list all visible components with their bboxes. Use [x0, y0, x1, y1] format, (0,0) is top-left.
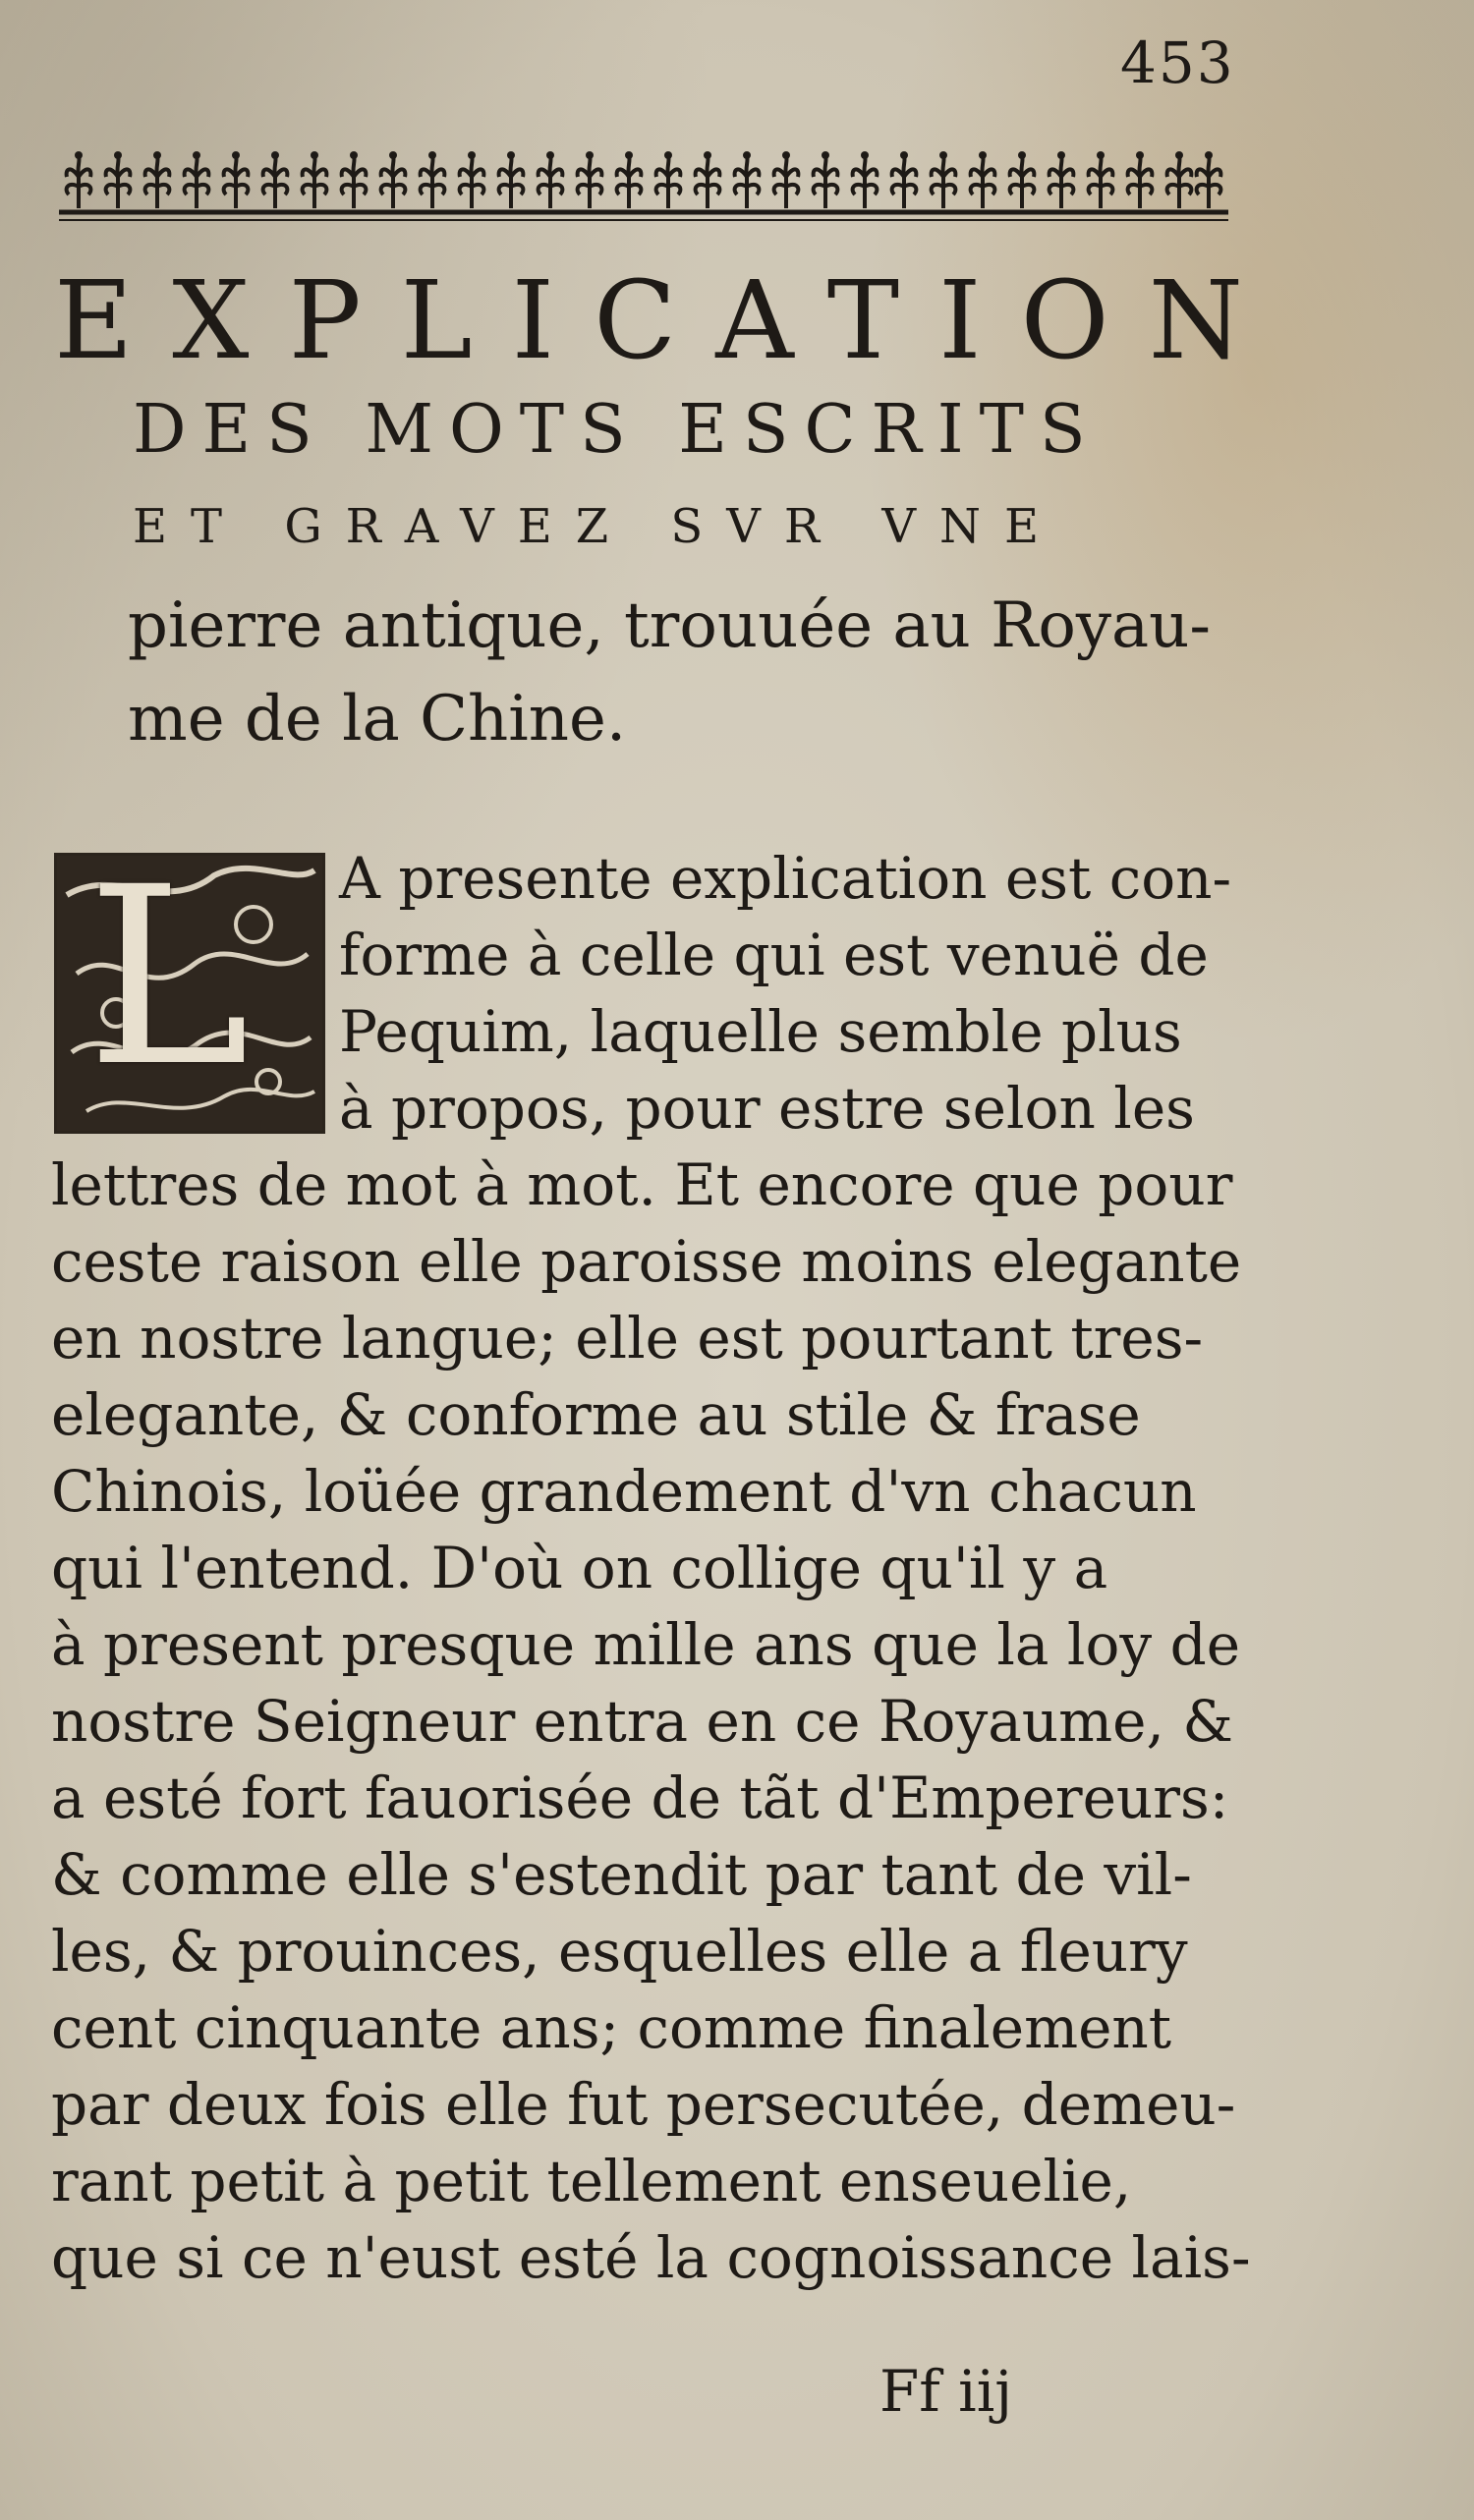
body-line: Pequim, laquelle semble plus	[339, 998, 1182, 1065]
body-line: & comme elle s'estendit par tant de vil-	[51, 1841, 1192, 1908]
title-line-1: EXPLICATION	[54, 257, 1282, 383]
body-line: rant petit à petit tellement enseuelie,	[51, 2148, 1132, 2214]
body-line: lettres de mot à mot. Et encore que pour	[51, 1151, 1233, 1218]
body-line: en nostre langue; elle est pourtant tres-	[51, 1305, 1204, 1372]
fleuron-ornament-band	[59, 147, 1228, 226]
body-line: cent cinquante ans; comme finalement	[51, 1994, 1172, 2061]
body-line: A presente explication est con-	[339, 845, 1232, 912]
body-line: à present presque mille ans que la loy de	[51, 1611, 1241, 1678]
body-line: forme à celle qui est venuë de	[339, 922, 1209, 988]
body-line: que si ce n'eust esté la cognoissance lais-	[51, 2224, 1251, 2291]
title-line-3: ET GRAVEZ SVR VNE	[133, 499, 1063, 554]
body-line: elegante, & conforme au stile & frase	[51, 1381, 1141, 1448]
body-line: les, & prouinces, esquelles elle a fleury	[51, 1918, 1188, 1985]
body-line: à propos, pour estre selon les	[339, 1075, 1195, 1142]
body-line: par deux fois elle fut persecutée, demeu-	[51, 2071, 1236, 2138]
body-line: nostre Seigneur entra en ce Royaume, &	[51, 1688, 1233, 1755]
body-line: a esté fort fauorisée de tãt d'Empereurs:	[51, 1764, 1229, 1831]
signature-mark: Ff iij	[879, 2358, 1013, 2425]
page-number: 453	[1120, 29, 1235, 96]
title-line-2: DES MOTS ESCRITS	[133, 391, 1102, 469]
body-line: Chinois, loüée grandement d'vn chacun	[51, 1458, 1197, 1525]
title-line-5: me de la Chine.	[128, 683, 627, 756]
body-line: qui l'entend. D'où on collige qu'il y a	[51, 1535, 1108, 1601]
title-line-4: pierre antique, trouuée au Royau-	[128, 589, 1211, 662]
body-line: ceste raison elle paroisse moins elegante	[51, 1228, 1242, 1295]
dropcap-letter: L	[86, 834, 251, 1120]
